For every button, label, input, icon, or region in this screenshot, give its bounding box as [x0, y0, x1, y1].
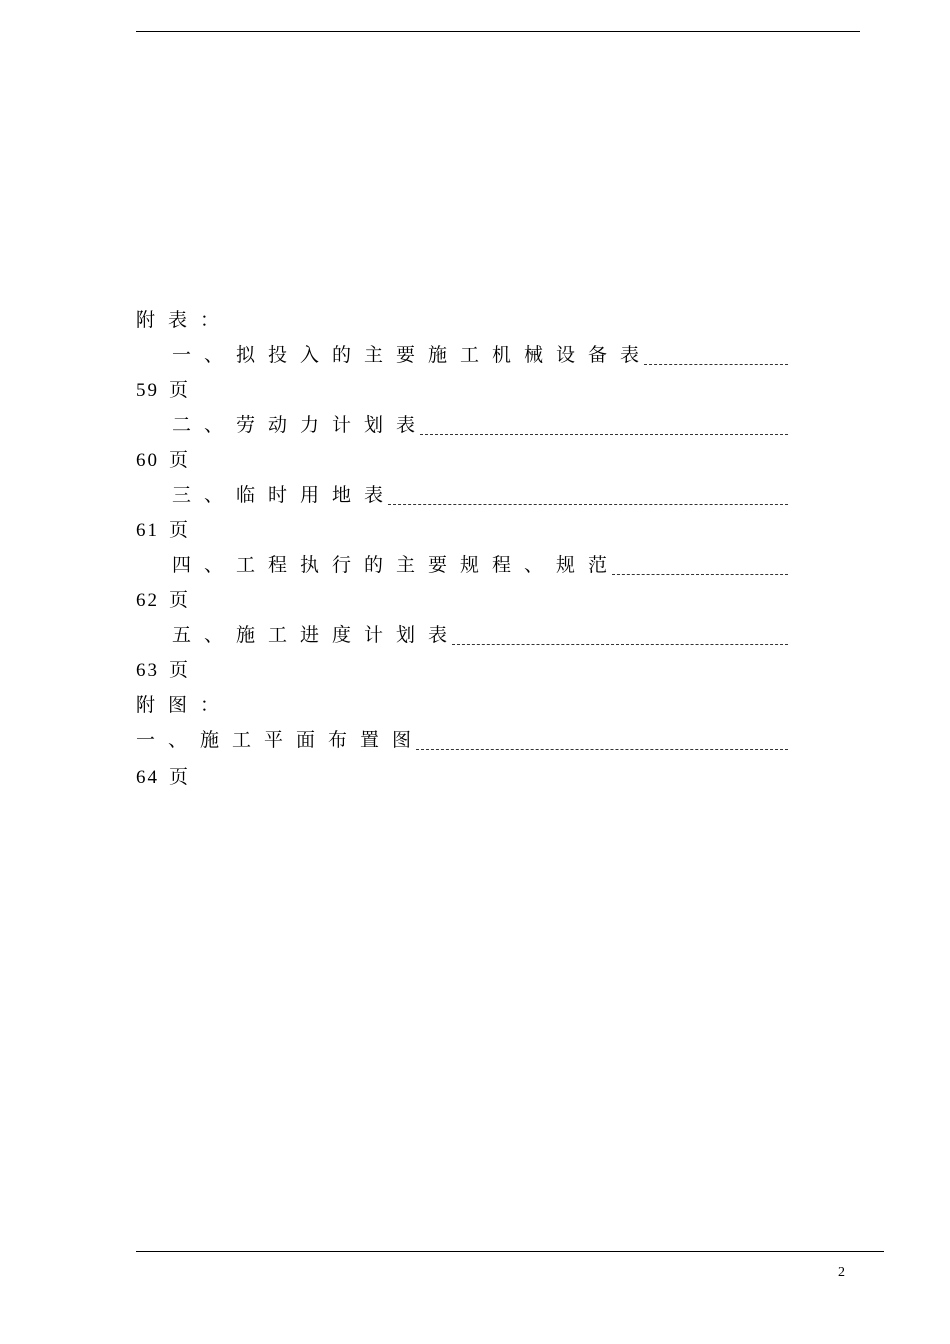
dotted-leader: [612, 574, 788, 575]
toc-page-ref: [136, 445, 188, 475]
page-ref-number: 61: [136, 520, 159, 541]
toc-page-ref: [136, 585, 188, 615]
toc-page-ref: [136, 655, 188, 685]
toc-page-ref: [136, 515, 188, 545]
page-number: 2: [838, 1265, 845, 1280]
page-ref-number: 63: [136, 660, 159, 681]
page-ref-unit: 页: [169, 766, 189, 788]
page-ref-number: 60: [136, 450, 159, 471]
toc-entry-table-2[interactable]: [172, 410, 788, 440]
page-ref-unit: 页: [169, 449, 189, 471]
toc-entry-figure-1[interactable]: [136, 725, 788, 755]
page-ref-unit: 页: [169, 589, 189, 611]
dotted-leader: [416, 749, 788, 750]
header-rule: [136, 31, 860, 32]
page-ref-number: 64: [136, 767, 159, 788]
dotted-leader: [420, 434, 788, 435]
toc-entry-table-4[interactable]: [172, 550, 788, 580]
page-ref-unit: 页: [169, 519, 189, 541]
page-ref-unit: 页: [169, 659, 189, 681]
toc-entry-title: 三、临时用地表: [172, 484, 397, 506]
appendix-figures-heading: 附图：: [136, 694, 233, 716]
toc-entry-title: 五、施工进度计划表: [172, 624, 461, 646]
dotted-leader: [644, 364, 788, 365]
toc-entry-title: 二、劳动力计划表: [172, 414, 429, 436]
footer-rule: [136, 1251, 884, 1252]
toc-entry-title: 四、工程执行的主要规程、规范: [172, 554, 621, 576]
page-ref-number: 59: [136, 380, 159, 401]
toc-entry-table-1[interactable]: [172, 340, 788, 370]
toc-entry-table-5[interactable]: [172, 620, 788, 650]
toc-entry-title: 一、拟投入的主要施工机械设备表: [172, 344, 653, 366]
toc-entry-table-3[interactable]: [172, 480, 788, 510]
toc-page-ref: [136, 375, 188, 405]
appendix-tables-heading: 附表：: [136, 309, 233, 331]
toc-entry-title: 一、施工平面布置图: [136, 729, 425, 751]
page-ref-number: 62: [136, 590, 159, 611]
dotted-leader: [388, 504, 788, 505]
dotted-leader: [452, 644, 788, 645]
toc-page-ref: [136, 762, 188, 792]
page-ref-unit: 页: [169, 379, 189, 401]
